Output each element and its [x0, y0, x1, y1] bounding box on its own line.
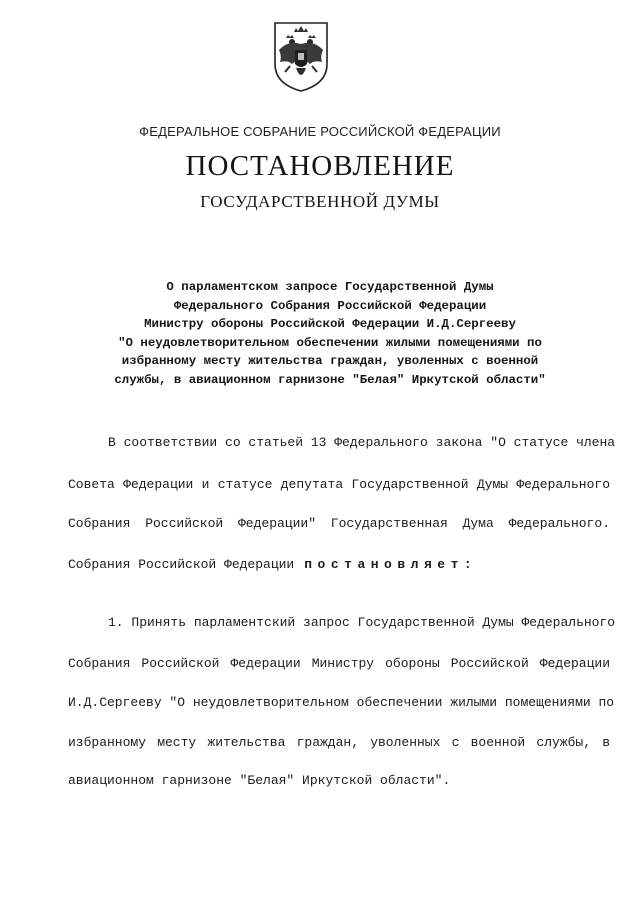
preamble-line: Совета Федерации и статусе депутата Государственной Думы Федерального — [68, 477, 610, 492]
item1-line: избранному месту жительства граждан, уволенных с военной службы, в — [68, 735, 610, 750]
heading-line: О парламентском запросе Государственной Думы — [166, 280, 494, 294]
emblem-graphic — [272, 20, 330, 94]
heading-line: Федерального Собрания Российской Федерации — [173, 298, 487, 313]
preamble-line: Собрания Российской Федерации" Государственная Дума Федерального. — [68, 516, 610, 531]
document-title: ПОСТАНОВЛЕНИЕ — [185, 150, 455, 182]
item1-line: 1. Принять парламентский запрос Государственной Думы Федерального — [108, 615, 616, 630]
organization-name: ФЕДЕРАЛЬНОЕ СОБРАНИЕ РОССИЙСКОЙ ФЕДЕРАЦИИ — [139, 124, 501, 139]
heading-line: избранному месту жительства граждан, уволенных с военной — [121, 354, 539, 369]
resolves-word: постановляет: — [304, 557, 478, 572]
russian-coat-of-arms-icon — [272, 20, 330, 94]
document-subtitle: ГОСУДАРСТВЕННОЙ ДУМЫ — [200, 192, 440, 211]
heading-line: Министру обороны Российской Федерации И.Д.Сергееву — [144, 317, 516, 332]
heading-line: "О неудовлетворительном обеспечении жилыми помещениями по — [118, 335, 542, 350]
heading-line: службы, в авиационном гарнизоне "Белая" Иркутской области" — [114, 372, 546, 387]
resolution-heading — [60, 278, 600, 390]
preamble-line: В соответствии со статьей 13 Федерального закона "О статусе члена — [108, 435, 616, 450]
item1-line: авиационном гарнизоне "Белая" Иркутской области". — [68, 773, 451, 788]
preamble-line: Собрания Российской Федерации — [68, 557, 295, 572]
preamble-last-line — [68, 557, 477, 572]
item1-line: И.Д.Сергееву "О неудовлетворительном обеспечении жилыми помещениями по — [68, 695, 615, 710]
item1-line: Собрания Российской Федерации Министру обороны Российской Федерации — [68, 656, 610, 671]
